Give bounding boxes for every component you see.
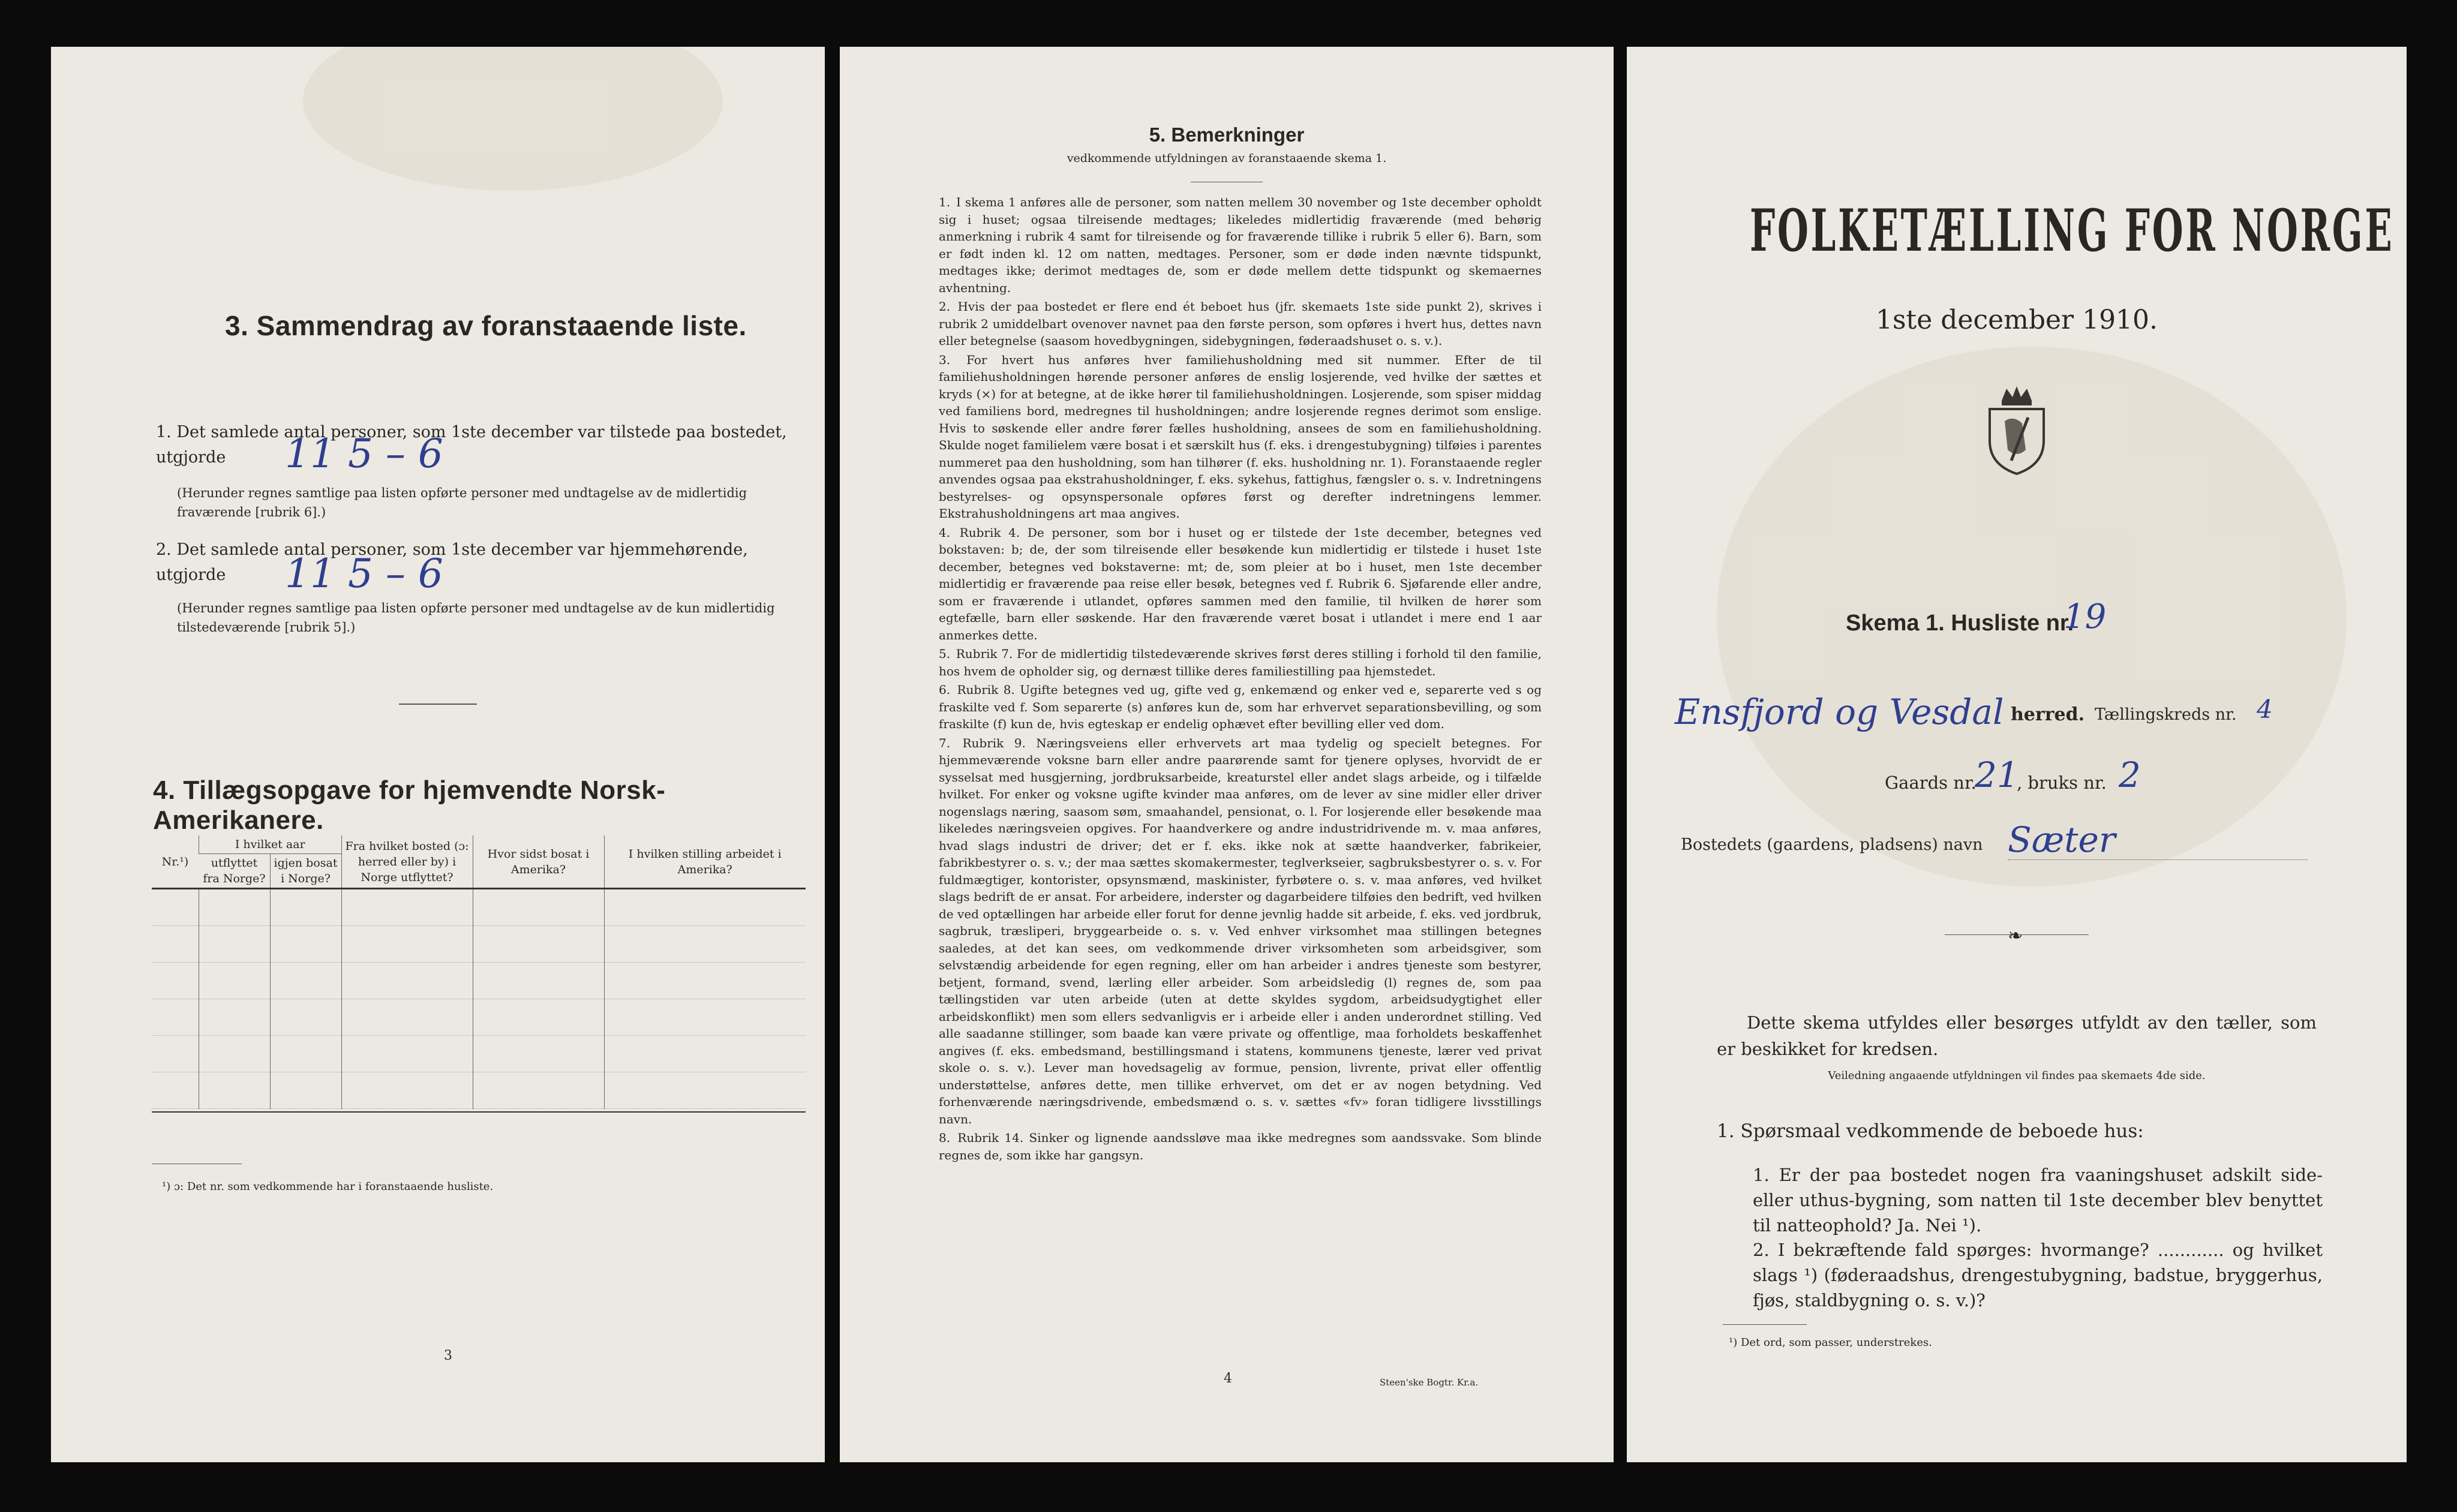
bruks-value: 2	[2119, 755, 2141, 795]
norsk-amerikanere-table	[152, 835, 806, 1109]
item2-handwritten-value: 11 5 – 6	[285, 551, 443, 597]
table-row	[152, 1072, 806, 1109]
printer-mark: Steen'ske Bogtr. Kr.a.	[1380, 1377, 1479, 1388]
col-emigrated: utflyttet fra Norge?	[199, 854, 271, 889]
remark-item: 1. I skema 1 anføres alle de personer, som natten mellem 30 november og 1ste december opholdt sig i huset; ogsaa tilreisende medtages; likeledes midlertidig fraværende (med behørig anmerkning i rubrik 4 samt for tilreisende og for fraværende tillike i rubrik 5 eller 6). Barn, som er født inden kl. 12 om natten, medtages. Personer, som er døde inden nævnte tidspunkt, medtages ikke; derimot medtages de, som er døde mellem dette tidspunkt og skemaernes avhentning.	[939, 195, 1542, 295]
kreds-label: Tællingskreds nr.	[2095, 705, 2237, 724]
table-footnote: ¹) ɔ: Det nr. som vedkommende har i foranstaaende husliste.	[162, 1180, 494, 1193]
gaards-value: 21	[1975, 755, 2019, 795]
item1-note: (Herunder regnes samtlige paa listen opførte personer med undtagelse av de midlertidig fraværende [rubrik 6].)	[177, 486, 747, 519]
table-bottom-rule	[152, 1111, 806, 1113]
item2-text: 2. Det samlede antal personer, som 1ste december var hjemmehørende, utgjorde	[156, 540, 748, 584]
husliste-nr-value: 19	[2063, 597, 2107, 636]
divider	[399, 704, 477, 705]
bruks-label: , bruks nr.	[2017, 772, 2107, 793]
ornament-icon: ❧	[2008, 925, 2023, 946]
herred-label: herred.	[2011, 704, 2085, 725]
paper-stain	[303, 47, 723, 191]
census-date: 1ste december 1910.	[1875, 305, 2158, 335]
bosted-label: Bostedets (gaardens, pladsens) navn	[1681, 835, 1983, 854]
table-row	[152, 999, 806, 1036]
footnote-rule	[1723, 1324, 1807, 1325]
col-nr: Nr.¹)	[152, 835, 199, 889]
page-3	[51, 47, 825, 1462]
page-number: 3	[444, 1348, 452, 1363]
q1-item1: 1. Er der paa bostedet nogen fra vaaningshuset adskilt side- eller uthus-bygning, som natten til 1ste december blev benyttet til natteophold? Ja. Nei ¹).	[1753, 1165, 2323, 1236]
table-row	[152, 889, 806, 926]
remark-item: 8. Rubrik 14. Sinker og lignende aandssløve maa ikke medregnes som aandssvake. Som blinde regnes de, som ikke har gangsyn.	[939, 1131, 1542, 1162]
col-group-year: I hvilket aar	[199, 835, 342, 854]
remark-item: 7. Rubrik 9. Næringsveiens eller erhvervets art maa tydelig og specielt betegnes. For hjemmeværende voksne barn eller andre paarørende samt for tjenere oplyses, hvorvidt de er sysselsat med husgjerning, jordbruksarbeide, kreaturstel eller andet slags arbeide, og i tilfælde hvilket. For enker og voksne ugifte kvinder maa anføres, om de lever av sine midler eller driver nogenslags næring, saasom søm, smaahandel, pensionat, o. l. For losjerende eller besøkende maa likeledes næringsveien opgives. For haandverkere og andre industridrivende m. v. maa anføres, hvad slags industri de driver; det er f. eks. ikke nok at sætte haandverker, fabrikeier, fabrikbestyrer o. s. v.; der maa sættes skomakermester, teglverkseier, sagbruksbestyrer o. s. v. For fuldmægtiger, kontorister, opsynsmænd, maskinister, fyrbøtere o. s. v. maa anføres, ved hvilket slags bedrift de er ansat. For arbeidere, inderster og dagarbeidere tilføies den bedrift, ved hvilken de ved optællingen har arbeide eller forut for denne jevnlig hadde sit arbeide, f. eks. ved jordbruk, sagbruk, træsliperi, bryggearbeide o. s. v. Ved enhver virksomhet maa stillingen betegnes saaledes, at det kan sees, om vedkommende driver virksomheten som arbeidsgiver, som selvstændig arbeidende for egen regning, eller om han arbeider i andres tjeneste som bestyrer, betjent, formand, svend, lærling eller arbeider. Som arbeidsledig (l) regnes de, som paa tællingstiden var uten arbeide (uten at dette skyldes sygdom, arbeidsudygtighet eller arbeidskonflikt) men som ellers sedvanligvis er i arbeide eller i anden underordnet stilling. Ved alle saadanne stillinger, som baade kan være private og offentlige, maa forholdets beskaffenhet angives (f. eks. embedsmand, bestillingsmand i statens, kommunens tjeneste, lærer ved privat skole o. s. v.). Lever man hovedsagelig av formue, pension, livrente, privat eller offentlig understøttelse, anføres dette, men tillike erhvervet, om det er av nogen betydning. Ved forhenværende næringsdrivende, embedsmænd o. s. v. sættes «fv» foran tidligere livsstillings navn.	[939, 735, 1542, 1126]
skema-label: Skema 1. Husliste nr.	[1846, 611, 2074, 636]
bosted-line	[2008, 859, 2308, 860]
col-last-residence: Hvor sidst bosat i Amerika?	[473, 835, 604, 889]
page-1	[1627, 47, 2407, 1462]
gaards-label: Gaards nr.	[1885, 772, 1977, 793]
norwegian-coat-of-arms-icon	[1984, 384, 2050, 475]
col-returned: igjen bosat i Norge?	[270, 854, 341, 889]
remark-item: 2. Hvis der paa bostedet er flere end ét beboet hus (jfr. skemaets 1ste side punkt 2), skrives i rubrik 2 umiddelbart ovenover navnet paa den første person, som opføres i hvert hus, dettes navn eller betegnelse (saasom hovedbygningen, sidebygningen, føderaadshuset o. s. v.).	[939, 299, 1542, 348]
col-from-place: Fra hvilket bosted (ɔ: herred eller by) i Norge utflyttet?	[341, 835, 473, 889]
intro-text: Dette skema utfyldes eller besørges utfyldt av den tæller, som er beskikket for kredsen.	[1717, 1012, 2317, 1059]
table-row	[152, 926, 806, 963]
census-title: FOLKETÆLLING FOR NORGE	[1750, 197, 2395, 264]
remarks-subtitle: vedkommende utfyldningen av foranstaaende skema 1.	[1067, 152, 1387, 165]
intro-small: Veiledning angaaende utfyldningen vil findes paa skemaets 4de side.	[1828, 1069, 2206, 1082]
remark-item: 3. For hvert hus anføres hver familiehusholdning med sit nummer. Efter de til familiehusholdningen hørende personer anføres de enslig losjerende, ved hvilke der sættes et kryds (×) for at betegne, at de ikke hører til familiehusholdningen. Losjerende, som spiser middag ved familiens bord, medregnes til husholdningen; andre losjerende regnes derimot som enslige. Hvis to søskende eller andre fører fælles husholdning, ansees de som en familiehusholdning. Skulde noget familielem være bosat i et særskilt hus (f. eks. i drengestubygning) tilføies i parentes nummeret paa den husholdning, som han tilhører (f. eks. husholdning nr. 1). Foranstaaende regler anvendes ogsaa paa ekstrahusholdninger, f. eks. sykehus, fattighus, fængsler o. s. v. Indretningens bestyrelses- og opsynspersonale opføres først og derefter indretningens lemmer. Ekstrahusholdningens art maa angives.	[939, 352, 1542, 521]
page-4	[840, 47, 1614, 1462]
bosted-value: Sæter	[2008, 819, 2116, 860]
item1-text: 1. Det samlede antal personer, som 1ste december var tilstede paa bostedet, utgjorde	[156, 423, 787, 467]
remark-item: 4. Rubrik 4. De personer, som bor i huset og er tilstede der 1ste december, betegnes ved bokstaven: b; de, der som tilreisende eller besøkende kun midlertidig er tilstede i huset 1ste december, betegnes ved bokstaverne: mt; de, som pleier at bo i huset, men 1ste december midlertidig er fraværende paa reise eller besøk, betegnes ved f. Rubrik 6. Sjøfarende eller andre, som er fraværende i utlandet, opføres sammen med den familie, til hvilken de hører som egtefælle, barn eller søskende. Har den fraværende været bosat i utlandet i mere end 1 aar anmerkes dette.	[939, 525, 1542, 642]
remarks-list	[939, 194, 1542, 1165]
item1-handwritten-value: 11 5 – 6	[285, 431, 443, 477]
page-number: 4	[1224, 1371, 1232, 1386]
item2-note: (Herunder regnes samtlige paa listen opførte personer med undtagelse av de kun midlertidig tilstedeværende [rubrik 5].)	[177, 601, 775, 635]
table-row	[152, 1036, 806, 1072]
col-position: I hvilken stilling arbeidet i Amerika?	[604, 835, 806, 889]
herred-value: Ensfjord og Vesdal	[1675, 692, 2004, 732]
q1-title: 1. Spørsmaal vedkommende de beboede hus:	[1717, 1120, 2144, 1142]
kreds-value: 4	[2257, 695, 2273, 724]
table-row	[152, 963, 806, 999]
remark-item: 5. Rubrik 7. For de midlertidig tilstedeværende skrives først deres stilling i forhold til den familie, hos hvem de opholder sig, og dernæst tillike deres familiestilling paa hjemstedet.	[939, 647, 1542, 678]
section3-title: 3. Sammendrag av foranstaaende liste.	[225, 310, 747, 341]
remarks-title: 5. Bemerkninger	[1149, 124, 1305, 146]
section4-title: 4. Tillægsopgave for hjemvendte Norsk-Amerikanere.	[153, 775, 666, 835]
remark-item: 6. Rubrik 8. Ugifte betegnes ved ug, gifte ved g, enkemænd og enker ved e, separerte ved s og fraskilte ved f. Som separerte (s) anføres kun de, som har erhvervet separationsbevilling, og som fraskilte (f) kun de, hvis egteskap er endelig ophævet efter bevilling eller ved dom.	[939, 683, 1542, 731]
footnote: ¹) Det ord, som passer, understrekes.	[1729, 1336, 1932, 1349]
q1-item2: 2. I bekræftende fald spørges: hvormange? ............ og hvilket slags ¹) (føderaadshus, drengestubygning, badstue, bryggerhus, fjøs, staldbygning o. s. v.)?	[1753, 1240, 2323, 1310]
